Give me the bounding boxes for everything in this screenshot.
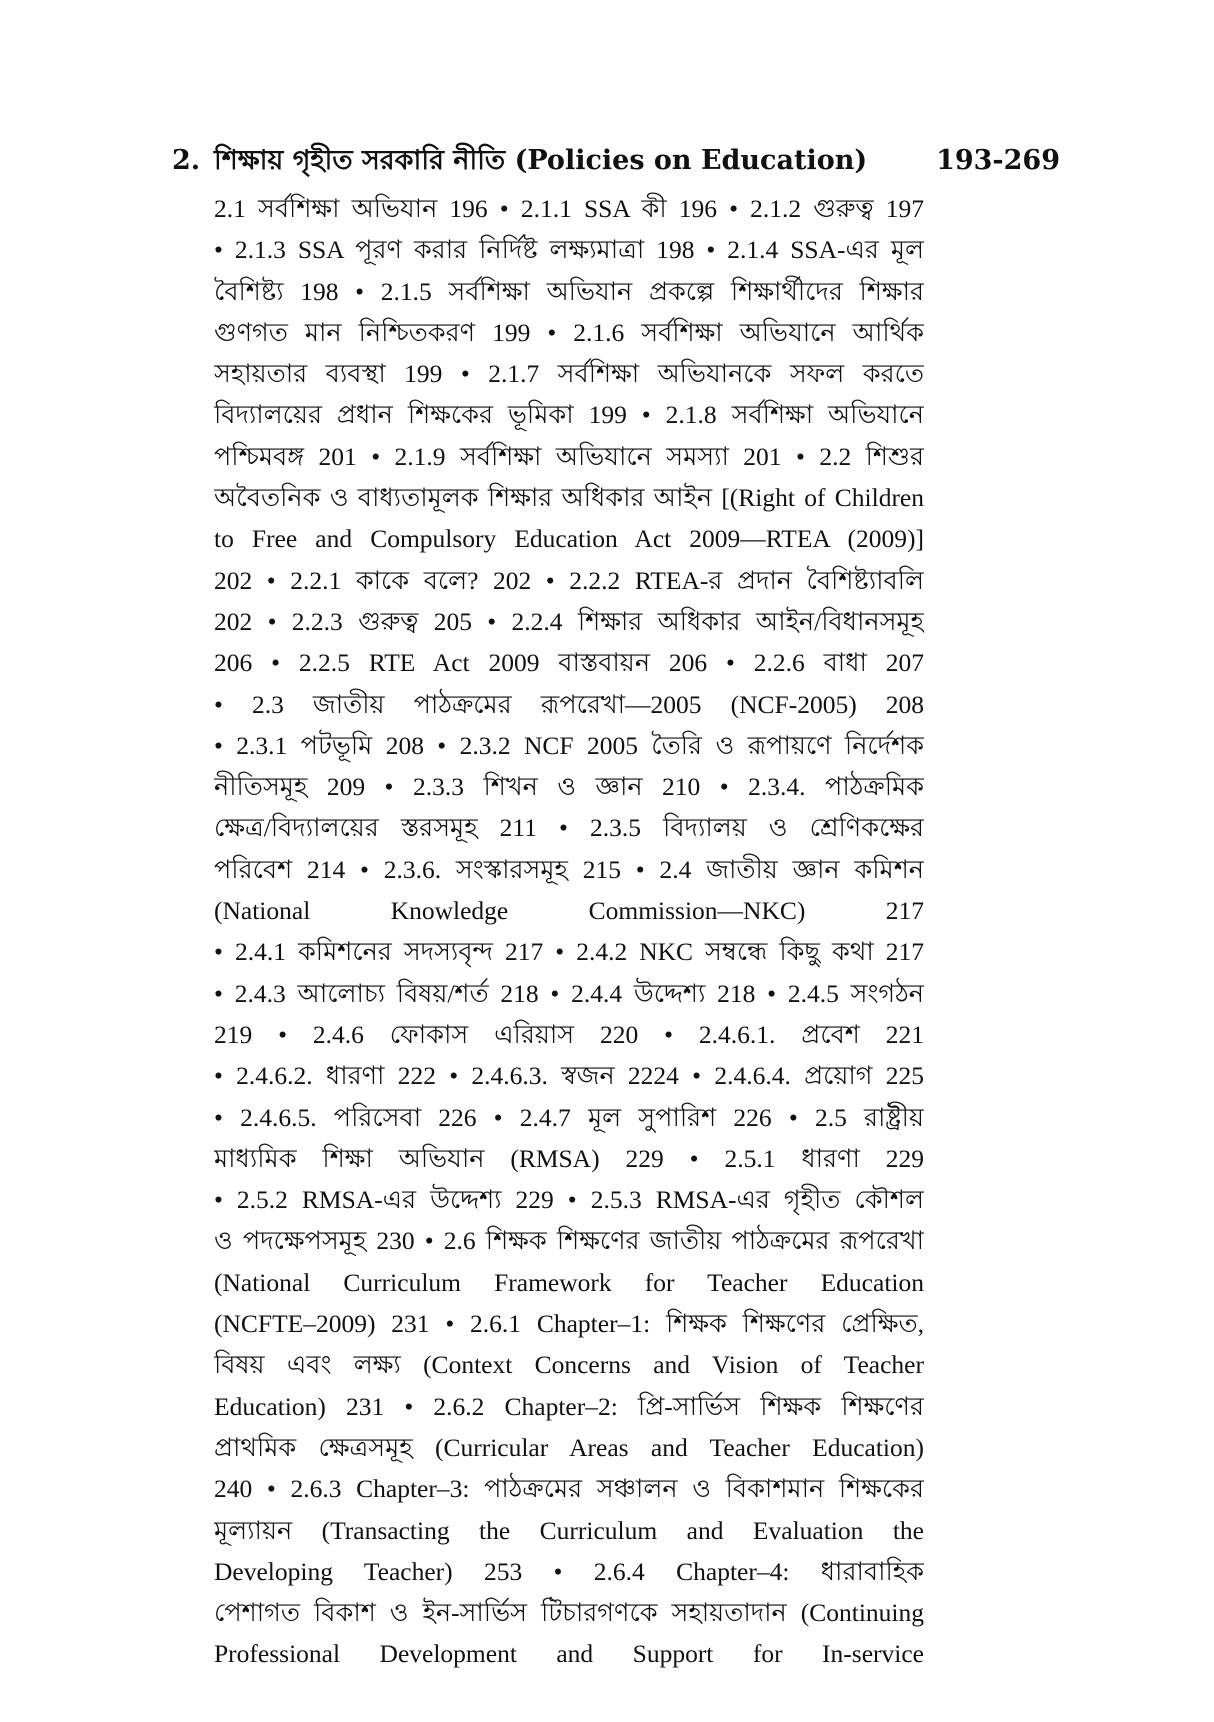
contents-line: • 2.4.6.2. ধারণা 222 • 2.4.6.3. স্বজন 2224 • 2.4.6.4. প্রয়োগ 225 [214,1061,924,1091]
contents-line: 240 • 2.6.3 Chapter–3: পাঠক্রমের সঞ্চালন ও বিকাশমান শিক্ষকের [214,1474,924,1504]
contents-line: ও পদক্ষেপসমূহ 230 • 2.6 শিক্ষক শিক্ষণের জাতীয় পাঠক্রমের রূপরেখা [214,1226,924,1256]
contents-line: 202 • 2.2.1 কাকে বলে? 202 • 2.2.2 RTEA-র প্রদান বৈশিষ্ট্যাবলি [214,565,924,595]
chapter-number: 2. [172,145,201,176]
contents-line: (National Knowledge Commission—NKC) 217 [214,896,924,926]
contents-line: নীতিসমূহ 209 • 2.3.3 শিখন ও জ্ঞান 210 • 2.3.4. পাঠক্রমিক [214,772,924,802]
contents-line: 202 • 2.2.3 গুরুত্ব 205 • 2.2.4 শিক্ষার অধিকার আইন/বিধানসমূহ [214,606,924,636]
contents-line: • 2.4.1 কমিশনের সদস্যবৃন্দ 217 • 2.4.2 NKC সম্বন্ধে কিছু কথা 217 [214,937,924,967]
contents-line: • 2.3 জাতীয় পাঠক্রমের রূপরেখা—2005 (NCF-2005) 208 [214,689,924,719]
contents-line: অবৈতনিক ও বাধ্যতামূলক শিক্ষার অধিকার আইন [(Right of Children [214,483,924,513]
contents-line: • 2.4.6.5. পরিসেবা 226 • 2.4.7 মূল সুপারিশ 226 • 2.5 রাষ্ট্রীয় [214,1102,924,1132]
contents-line: • 2.5.2 RMSA-এর উদ্দেশ্য 229 • 2.5.3 RMSA-এর গৃহীত কৌশল [214,1185,924,1215]
contents-line: ক্ষেত্র/বিদ্যালয়ের স্তরসমূহ 211 • 2.3.5 বিদ্যালয় ও শ্রেণিকক্ষের [214,813,924,843]
contents-line: • 2.1.3 SSA পূরণ করার নির্দিষ্ট লক্ষ্যমাত্রা 198 • 2.1.4 SSA-এর মূল [214,235,924,265]
contents-line: 2.1 সর্বশিক্ষা অভিযান 196 • 2.1.1 SSA কী 196 • 2.1.2 গুরুত্ব 197 [214,194,924,223]
contents-line: গুণগত মান নিশ্চিতকরণ 199 • 2.1.6 সর্বশিক্ষা অভিযানে আর্থিক [214,317,924,347]
contents-line: Education) 231 • 2.6.2 Chapter–2: প্রি-সার্ভিস শিক্ষক শিক্ষণের [214,1391,924,1421]
contents-line: মাধ্যমিক শিক্ষা অভিযান (RMSA) 229 • 2.5.1 ধারণা 229 [214,1143,924,1173]
contents-line: বৈশিষ্ট্য 198 • 2.1.5 সর্বশিক্ষা অভিযান প্রকল্পে শিক্ষার্থীদের শিক্ষার [214,276,924,306]
contents-line: 206 • 2.2.5 RTE Act 2009 বাস্তবায়ন 206 • 2.2.6 বাধা 207 [214,648,924,678]
contents-body [214,188,924,1675]
contents-line: 219 • 2.4.6 ফোকাস এরিয়াস 220 • 2.4.6.1. প্রবেশ 221 [214,1019,924,1049]
chapter-page-range: 193-269 [936,145,1060,176]
contents-line: to Free and Compulsory Education Act 2009—RTEA (2009)] [214,524,924,554]
contents-line: পেশাগত বিকাশ ও ইন-সার্ভিস টিচারগণকে সহায়তাদান (Continuing [214,1598,924,1628]
chapter-heading [172,140,1060,182]
contents-line: মূল্যায়ন (Transacting the Curriculum and Evaluation the [214,1515,924,1545]
chapter-title: শিক্ষায় গৃহীত সরকারি নীতি (Policies on Education) [214,145,868,176]
contents-line: বিষয় এবং লক্ষ্য (Context Concerns and Vision of Teacher [214,1350,924,1380]
contents-line: Developing Teacher) 253 • 2.6.4 Chapter–4: ধারাবাহিক [214,1556,924,1586]
contents-line: • 2.4.3 আলোচ্য বিষয়/শর্ত 218 • 2.4.4 উদ্দেশ্য 218 • 2.4.5 সংগঠন [214,978,924,1008]
contents-line: • 2.3.1 পটভূমি 208 • 2.3.2 NCF 2005 তৈরি ও রূপায়ণে নির্দেশক [214,730,924,760]
contents-line: Professional Development and Support for In-service [214,1639,924,1669]
contents-line: প্রাথমিক ক্ষেত্রসমূহ (Curricular Areas and Teacher Education) [214,1432,924,1462]
contents-line: পরিবেশ 214 • 2.3.6. সংস্কারসমূহ 215 • 2.4 জাতীয় জ্ঞান কমিশন [214,854,924,884]
contents-line: বিদ্যালয়ের প্রধান শিক্ষকের ভূমিকা 199 • 2.1.8 সর্বশিক্ষা অভিযানে [214,400,924,430]
contents-line: (National Curriculum Framework for Teacher Education [214,1267,924,1297]
contents-line: পশ্চিমবঙ্গ 201 • 2.1.9 সর্বশিক্ষা অভিযানে সমস্যা 201 • 2.2 শিশুর [214,441,924,471]
contents-line: (NCFTE–2009) 231 • 2.6.1 Chapter–1: শিক্ষক শিক্ষণের প্রেক্ষিত, [214,1309,924,1339]
contents-line: সহায়তার ব্যবস্থা 199 • 2.1.7 সর্বশিক্ষা অভিযানকে সফল করতে [214,359,924,389]
